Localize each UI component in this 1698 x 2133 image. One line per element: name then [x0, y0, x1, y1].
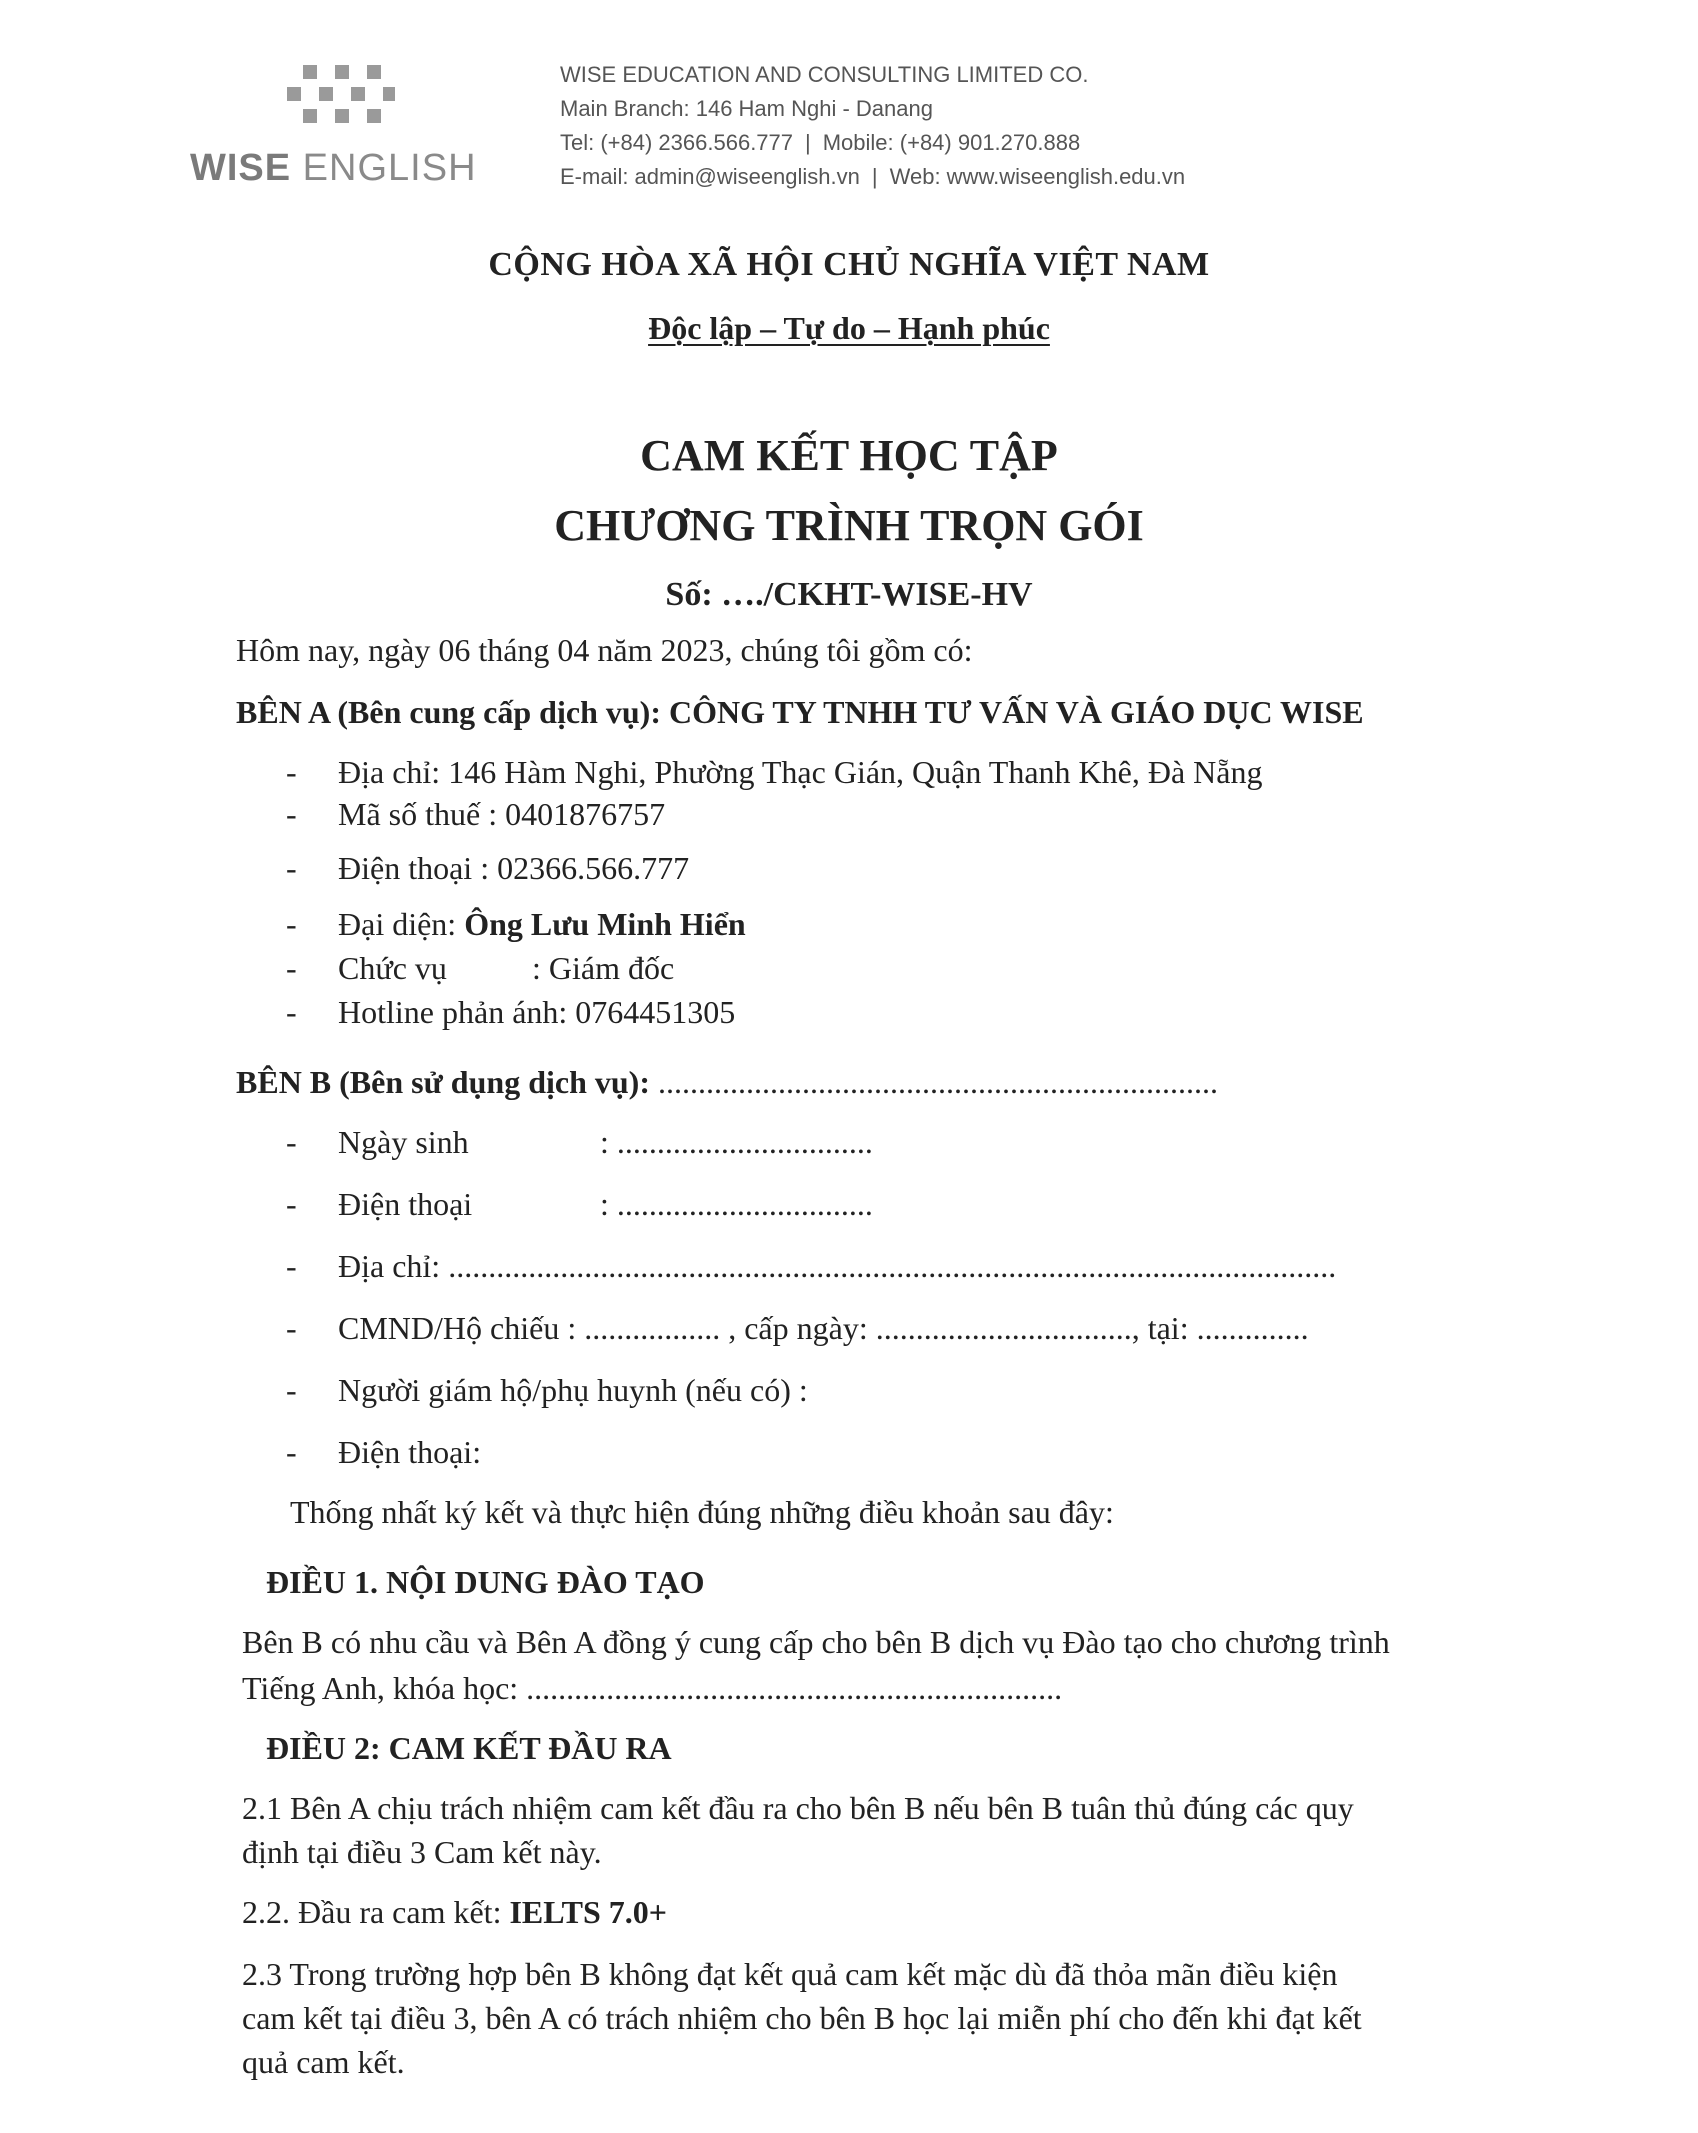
document-title: CAM KẾT HỌC TẬP — [640, 431, 1058, 480]
clause-2-2: 2.2. Đầu ra cam kết: IELTS 7.0+ — [242, 1894, 668, 1930]
article-2-heading: ĐIỀU 2: CAM KẾT ĐẦU RA — [266, 1730, 672, 1766]
logo-wordmark: WISE ENGLISH — [190, 147, 477, 189]
party-a-tax: Mã số thuế : 0401876757 — [338, 796, 666, 832]
party-b-address: Địa chỉ: ............................................................................................................... — [338, 1248, 1337, 1284]
party-b-dob: Ngày sinh : ................................ — [338, 1124, 873, 1160]
party-b-heading: BÊN B (Bên sử dụng dịch vụ): ...................................................................... — [236, 1064, 1218, 1100]
clause-2-3-line-1: 2.3 Trong trường hợp bên B không đạt kết quả cam kết mặc dù đã thỏa mãn điều kiện — [242, 1956, 1338, 1992]
clause-2-3-line-2: cam kết tại điều 3, bên A có trách nhiệm cho bên B học lại miễn phí cho đến khi đạt kết — [242, 2000, 1362, 2036]
agreement-line: Thống nhất ký kết và thực hiện đúng những điều khoản sau đây: — [290, 1494, 1114, 1530]
document-subtitle: CHƯƠNG TRÌNH TRỌN GÓI — [554, 501, 1144, 550]
party-a-heading: BÊN A (Bên cung cấp dịch vụ): CÔNG TY TNHH TƯ VẤN VÀ GIÁO DỤC WISE — [236, 694, 1364, 730]
party-a-phone: Điện thoại : 02366.566.777 — [338, 850, 690, 886]
company-branch: Main Branch: 146 Ham Nghi - Danang — [560, 96, 933, 121]
clause-2-1-line-2: định tại điều 3 Cam kết này. — [242, 1834, 602, 1870]
national-motto: Độc lập – Tự do – Hạnh phúc — [648, 310, 1050, 346]
article-1-heading: ĐIỀU 1. NỘI DUNG ĐÀO TẠO — [266, 1564, 705, 1600]
party-b-phone: Điện thoại : ................................ — [338, 1186, 873, 1222]
party-a-representative: Đại diện: Ông Lưu Minh Hiển — [338, 906, 746, 942]
party-a-position: Chức vụ : Giám đốc — [338, 950, 675, 986]
party-a-address: Địa chỉ: 146 Hàm Nghi, Phường Thạc Gián, Quận Thanh Khê, Đà Nẵng — [338, 754, 1263, 790]
clause-2-1-line-1: 2.1 Bên A chịu trách nhiệm cam kết đầu ra cho bên B nếu bên B tuân thủ đúng các quy — [242, 1790, 1354, 1826]
document-number: Số: …./CKHT-WISE-HV — [665, 576, 1033, 613]
company-contacts: E-mail: admin@wiseenglish.vn | Web: www.wiseenglish.edu.vn — [560, 164, 1186, 189]
clause-2-3-line-3: quả cam kết. — [242, 2044, 405, 2080]
company-logo — [190, 55, 490, 205]
article-1-text-2: Tiếng Anh, khóa học: ................................................................... — [242, 1670, 1063, 1706]
logo-mark-icon — [285, 59, 385, 139]
national-title: CỘNG HÒA XÃ HỘI CHỦ NGHĨA VIỆT NAM — [488, 246, 1210, 283]
company-phones: Tel: (+84) 2366.566.777 | Mobile: (+84) 901.270.888 — [560, 130, 1081, 155]
party-b-guardian: Người giám hộ/phụ huynh (nếu có) : — [338, 1372, 808, 1408]
company-info — [560, 58, 1185, 194]
company-name: WISE EDUCATION AND CONSULTING LIMITED CO. — [560, 62, 1089, 87]
party-b-guardian-phone: Điện thoại: — [338, 1434, 482, 1470]
party-a-hotline: Hotline phản ánh: 0764451305 — [338, 994, 736, 1030]
party-b-id: CMND/Hộ chiếu : ................. , cấp ngày: ................................, tại: .............. — [338, 1310, 1309, 1346]
article-1-text-1: Bên B có nhu cầu và Bên A đồng ý cung cấp cho bên B dịch vụ Đào tạo cho chương trình — [242, 1624, 1390, 1660]
intro-line: Hôm nay, ngày 06 tháng 04 năm 2023, chúng tôi gồm có: — [236, 632, 973, 668]
